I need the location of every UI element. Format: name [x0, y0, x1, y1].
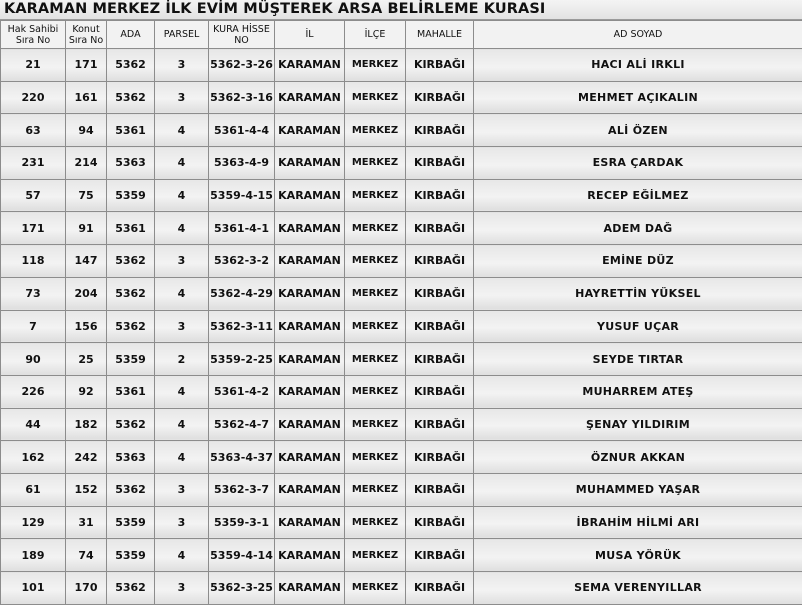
cell-kura: 5362-3-11	[209, 310, 275, 343]
cell-ilce: MERKEZ	[345, 114, 406, 147]
cell-ad: MEHMET AÇIKALIN	[474, 81, 802, 114]
header-kura-text: KURA HİSSE	[213, 24, 270, 35]
table-row	[1, 310, 802, 343]
cell-ilce: MERKEZ	[345, 375, 406, 408]
header-konut	[66, 21, 107, 49]
cell-ad: İBRAHİM HİLMİ ARI	[474, 506, 802, 539]
header-konut-text: Sıra No	[69, 35, 103, 46]
cell-ada: 5362	[107, 310, 155, 343]
cell-kura: 5362-3-7	[209, 473, 275, 506]
cell-ada: 5362	[107, 473, 155, 506]
cell-hak: 21	[1, 49, 66, 82]
cell-ada: 5363	[107, 441, 155, 474]
cell-il: KARAMAN	[275, 179, 345, 212]
cell-parsel: 4	[155, 375, 209, 408]
cell-il: KARAMAN	[275, 506, 345, 539]
cell-ad: ŞENAY YILDIRIM	[474, 408, 802, 441]
cell-parsel: 3	[155, 81, 209, 114]
cell-ada: 5361	[107, 375, 155, 408]
cell-ada: 5362	[107, 81, 155, 114]
cell-parsel: 4	[155, 539, 209, 572]
header-hak-text: Sıra No	[16, 35, 50, 46]
header-parsel	[155, 21, 209, 49]
cell-hak: 73	[1, 277, 66, 310]
cell-ilce: MERKEZ	[345, 49, 406, 82]
cell-ilce: MERKEZ	[345, 245, 406, 278]
cell-kura: 5361-4-4	[209, 114, 275, 147]
cell-hak: 118	[1, 245, 66, 278]
cell-kura: 5363-4-37	[209, 441, 275, 474]
cell-ilce: MERKEZ	[345, 81, 406, 114]
header-ilce-text: İLÇE	[365, 29, 386, 40]
cell-ilce: MERKEZ	[345, 572, 406, 605]
cell-konut: 182	[66, 408, 107, 441]
cell-ad: SEMA VERENYILLAR	[474, 572, 802, 605]
results-table	[0, 20, 802, 605]
table-row	[1, 506, 802, 539]
cell-mahalle: KIRBAĞI	[406, 343, 474, 376]
cell-ilce: MERKEZ	[345, 473, 406, 506]
table-row	[1, 343, 802, 376]
cell-ad: HACI ALİ IRKLI	[474, 49, 802, 82]
cell-mahalle: KIRBAĞI	[406, 310, 474, 343]
cell-il: KARAMAN	[275, 245, 345, 278]
table-row	[1, 212, 802, 245]
cell-hak: 101	[1, 572, 66, 605]
cell-hak: 61	[1, 473, 66, 506]
cell-ilce: MERKEZ	[345, 343, 406, 376]
cell-kura: 5363-4-9	[209, 147, 275, 180]
header-mahalle	[406, 21, 474, 49]
cell-kura: 5359-3-1	[209, 506, 275, 539]
cell-mahalle: KIRBAĞI	[406, 277, 474, 310]
cell-ad: RECEP EĞİLMEZ	[474, 179, 802, 212]
cell-mahalle: KIRBAĞI	[406, 572, 474, 605]
cell-kura: 5359-4-15	[209, 179, 275, 212]
cell-ilce: MERKEZ	[345, 441, 406, 474]
cell-il: KARAMAN	[275, 375, 345, 408]
cell-mahalle: KIRBAĞI	[406, 375, 474, 408]
cell-hak: 57	[1, 179, 66, 212]
cell-il: KARAMAN	[275, 539, 345, 572]
cell-ad: MUHARREM ATEŞ	[474, 375, 802, 408]
cell-ada: 5359	[107, 539, 155, 572]
cell-hak: 63	[1, 114, 66, 147]
cell-ilce: MERKEZ	[345, 506, 406, 539]
cell-ilce: MERKEZ	[345, 408, 406, 441]
cell-hak: 7	[1, 310, 66, 343]
cell-konut: 31	[66, 506, 107, 539]
cell-ada: 5362	[107, 49, 155, 82]
cell-parsel: 4	[155, 408, 209, 441]
cell-ad: EMİNE DÜZ	[474, 245, 802, 278]
table-row	[1, 277, 802, 310]
cell-konut: 156	[66, 310, 107, 343]
cell-kura: 5362-3-16	[209, 81, 275, 114]
cell-hak: 162	[1, 441, 66, 474]
cell-il: KARAMAN	[275, 277, 345, 310]
cell-mahalle: KIRBAĞI	[406, 473, 474, 506]
cell-ad: ALİ ÖZEN	[474, 114, 802, 147]
cell-il: KARAMAN	[275, 310, 345, 343]
cell-il: KARAMAN	[275, 408, 345, 441]
cell-ada: 5359	[107, 343, 155, 376]
header-ad	[474, 21, 802, 49]
header-ad-text: AD SOYAD	[614, 29, 663, 40]
cell-kura: 5361-4-2	[209, 375, 275, 408]
cell-ada: 5362	[107, 572, 155, 605]
cell-parsel: 3	[155, 245, 209, 278]
cell-ad: ESRA ÇARDAK	[474, 147, 802, 180]
cell-kura: 5362-3-25	[209, 572, 275, 605]
cell-konut: 170	[66, 572, 107, 605]
cell-mahalle: KIRBAĞI	[406, 179, 474, 212]
table-row	[1, 114, 802, 147]
cell-ilce: MERKEZ	[345, 539, 406, 572]
cell-hak: 44	[1, 408, 66, 441]
cell-il: KARAMAN	[275, 572, 345, 605]
cell-ada: 5362	[107, 277, 155, 310]
table-row	[1, 473, 802, 506]
cell-konut: 74	[66, 539, 107, 572]
cell-konut: 152	[66, 473, 107, 506]
cell-kura: 5361-4-1	[209, 212, 275, 245]
cell-parsel: 4	[155, 212, 209, 245]
header-konut-text: Konut	[72, 24, 99, 35]
cell-hak: 90	[1, 343, 66, 376]
cell-ilce: MERKEZ	[345, 147, 406, 180]
cell-mahalle: KIRBAĞI	[406, 506, 474, 539]
cell-ada: 5362	[107, 408, 155, 441]
cell-ilce: MERKEZ	[345, 310, 406, 343]
header-mahalle-text: MAHALLE	[417, 29, 462, 40]
title-bar	[0, 0, 802, 20]
cell-kura: 5362-3-2	[209, 245, 275, 278]
cell-kura: 5362-3-26	[209, 49, 275, 82]
cell-il: KARAMAN	[275, 114, 345, 147]
cell-kura: 5362-4-29	[209, 277, 275, 310]
cell-mahalle: KIRBAĞI	[406, 441, 474, 474]
cell-parsel: 3	[155, 473, 209, 506]
cell-il: KARAMAN	[275, 147, 345, 180]
cell-hak: 171	[1, 212, 66, 245]
cell-konut: 25	[66, 343, 107, 376]
table-row	[1, 408, 802, 441]
cell-parsel: 3	[155, 310, 209, 343]
cell-konut: 147	[66, 245, 107, 278]
table-row	[1, 375, 802, 408]
header-hak	[1, 21, 66, 49]
cell-kura: 5359-2-25	[209, 343, 275, 376]
cell-hak: 220	[1, 81, 66, 114]
header-kura	[209, 21, 275, 49]
page-title: KARAMAN MERKEZ İLK EVİM MÜŞTEREK ARSA BELİRLEME KURASI	[4, 1, 545, 17]
cell-il: KARAMAN	[275, 343, 345, 376]
cell-konut: 91	[66, 212, 107, 245]
cell-ada: 5361	[107, 114, 155, 147]
cell-mahalle: KIRBAĞI	[406, 81, 474, 114]
cell-ad: YUSUF UÇAR	[474, 310, 802, 343]
cell-parsel: 2	[155, 343, 209, 376]
cell-parsel: 3	[155, 506, 209, 539]
cell-ad: MUHAMMED YAŞAR	[474, 473, 802, 506]
header-parsel-text: PARSEL	[164, 29, 200, 40]
cell-mahalle: KIRBAĞI	[406, 539, 474, 572]
header-ada	[107, 21, 155, 49]
cell-konut: 75	[66, 179, 107, 212]
cell-mahalle: KIRBAĞI	[406, 147, 474, 180]
cell-kura: 5359-4-14	[209, 539, 275, 572]
cell-ad: SEYDE TIRTAR	[474, 343, 802, 376]
cell-konut: 204	[66, 277, 107, 310]
cell-ada: 5359	[107, 179, 155, 212]
cell-mahalle: KIRBAĞI	[406, 408, 474, 441]
table-row	[1, 245, 802, 278]
table-row	[1, 572, 802, 605]
cell-ada: 5359	[107, 506, 155, 539]
cell-ada: 5363	[107, 147, 155, 180]
cell-konut: 214	[66, 147, 107, 180]
table-row	[1, 179, 802, 212]
cell-ad: HAYRETTİN YÜKSEL	[474, 277, 802, 310]
table-row	[1, 49, 802, 82]
cell-parsel: 4	[155, 114, 209, 147]
cell-ilce: MERKEZ	[345, 179, 406, 212]
cell-hak: 226	[1, 375, 66, 408]
cell-il: KARAMAN	[275, 212, 345, 245]
table-row	[1, 81, 802, 114]
cell-il: KARAMAN	[275, 81, 345, 114]
cell-mahalle: KIRBAĞI	[406, 49, 474, 82]
cell-il: KARAMAN	[275, 473, 345, 506]
header-ada-text: ADA	[120, 29, 140, 40]
cell-parsel: 4	[155, 441, 209, 474]
cell-ada: 5361	[107, 212, 155, 245]
cell-hak: 231	[1, 147, 66, 180]
cell-konut: 242	[66, 441, 107, 474]
table-body	[1, 49, 802, 605]
header-hak-text: Hak Sahibi	[8, 24, 59, 35]
cell-konut: 92	[66, 375, 107, 408]
cell-mahalle: KIRBAĞI	[406, 245, 474, 278]
cell-il: KARAMAN	[275, 441, 345, 474]
cell-ilce: MERKEZ	[345, 277, 406, 310]
cell-parsel: 3	[155, 572, 209, 605]
cell-il: KARAMAN	[275, 49, 345, 82]
cell-parsel: 4	[155, 179, 209, 212]
header-il	[275, 21, 345, 49]
cell-konut: 161	[66, 81, 107, 114]
cell-ad: ADEM DAĞ	[474, 212, 802, 245]
cell-ad: ÖZNUR AKKAN	[474, 441, 802, 474]
header-kura-text: NO	[234, 35, 249, 46]
cell-hak: 129	[1, 506, 66, 539]
header-ilce	[345, 21, 406, 49]
header-row	[1, 21, 802, 49]
header-il-text: İL	[305, 29, 313, 40]
table-row	[1, 539, 802, 572]
table-row	[1, 147, 802, 180]
cell-parsel: 4	[155, 147, 209, 180]
cell-konut: 171	[66, 49, 107, 82]
cell-parsel: 4	[155, 277, 209, 310]
cell-mahalle: KIRBAĞI	[406, 114, 474, 147]
cell-ilce: MERKEZ	[345, 212, 406, 245]
cell-mahalle: KIRBAĞI	[406, 212, 474, 245]
cell-parsel: 3	[155, 49, 209, 82]
cell-konut: 94	[66, 114, 107, 147]
cell-hak: 189	[1, 539, 66, 572]
cell-kura: 5362-4-7	[209, 408, 275, 441]
cell-ad: MUSA YÖRÜK	[474, 539, 802, 572]
cell-ada: 5362	[107, 245, 155, 278]
table-row	[1, 441, 802, 474]
